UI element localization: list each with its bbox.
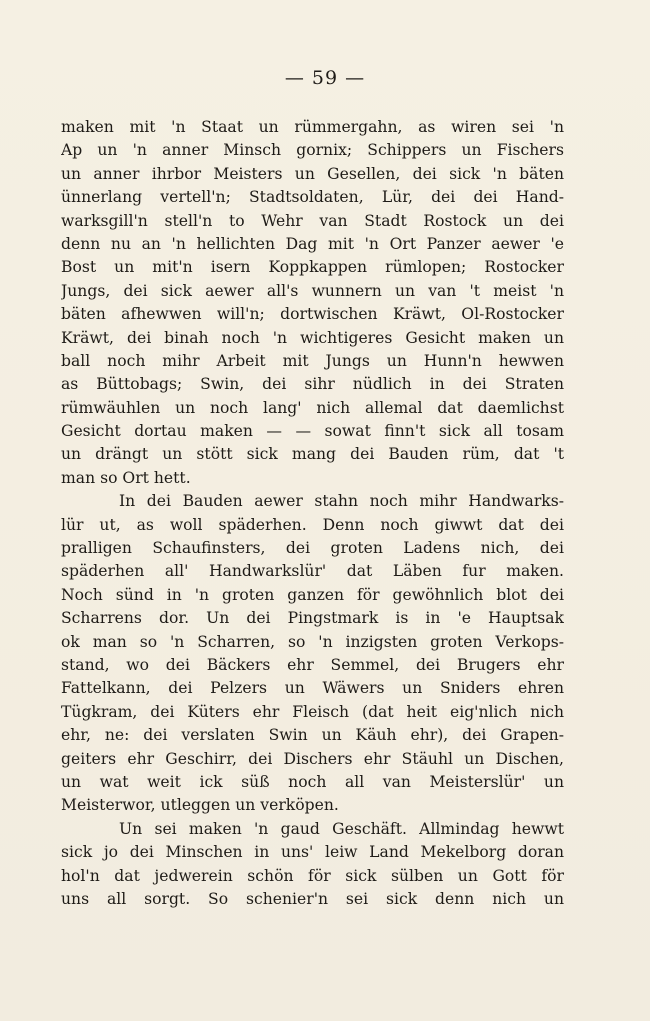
text-line: un anner ihrbor Meisters un Gesellen, dei sick 'n bäten xyxy=(61,164,564,183)
paragraph-start-line: Un sei maken 'n gaud Geschäft. Allmindag hewwt xyxy=(119,819,564,838)
text-line: Fattelkann, dei Pelzers un Wäwers un Sniders ehren xyxy=(61,679,564,698)
paragraph-end-line: man so Ort hett. xyxy=(61,468,191,487)
text-line: lür ut, as woll späderhen. Denn noch giwwt dat dei xyxy=(61,515,564,534)
text-line: ball noch mihr Arbeit mit Jungs un Hunn'n hewwen xyxy=(61,351,564,370)
text-line: un wat weit ick süß noch all van Meisterslür' un xyxy=(61,772,564,791)
text-line: sick jo dei Minschen in uns' leiw Land Mekelborg doran xyxy=(61,843,564,862)
text-line: Kräwt, dei binah noch 'n wichtigeres Gesicht maken un xyxy=(61,328,564,347)
text-line: ünnerlang vertell'n; Stadtsoldaten, Lür, dei dei Hand- xyxy=(61,188,564,207)
text-line: Tügkram, dei Küters ehr Fleisch (dat heit eig'nlich nich xyxy=(61,702,564,721)
text-line: denn nu an 'n hellichten Dag mit 'n Ort Panzer aewer 'e xyxy=(61,234,564,253)
text-line: geiters ehr Geschirr, dei Dischers ehr Stäuhl un Dischen, xyxy=(61,749,564,768)
text-line: rümwäuhlen un noch lang' nich allemal dat daemlichst xyxy=(61,398,564,417)
text-line: pralligen Schaufinsters, dei groten Ladens nich, dei xyxy=(61,539,564,558)
text-line: uns all sorgt. So schenier'n sei sick denn nich un xyxy=(61,889,564,908)
paragraph-start-line: In dei Bauden aewer stahn noch mihr Handwarks- xyxy=(119,492,564,511)
text-line: ehr, ne: dei verslaten Swin un Käuh ehr), dei Grapen- xyxy=(61,726,564,745)
text-line: Bost un mit'n isern Koppkappen rümlopen; Rostocker xyxy=(61,258,564,277)
text-line: stand, wo dei Bäckers ehr Semmel, dei Brugers ehr xyxy=(61,655,564,674)
text-line: warksgill'n stell'n to Wehr van Stadt Rostock un dei xyxy=(61,211,564,230)
paragraph-end-line: Meisterwor, utleggen un verköpen. xyxy=(61,796,339,815)
text-line: un drängt un stött sick mang dei Bauden rüm, dat 't xyxy=(61,445,564,464)
page-number: — 59 — xyxy=(284,67,366,89)
body-text xyxy=(61,116,564,911)
text-line: hol'n dat jedwerein schön för sick sülben un Gott för xyxy=(61,866,564,885)
text-line: Ap un 'n anner Minsch gornix; Schippers un Fischers xyxy=(61,141,564,160)
text-line: Gesicht dortau maken — — sowat finn't sick all tosam xyxy=(61,422,564,441)
text-line: maken mit 'n Staat un rümmergahn, as wiren sei 'n xyxy=(61,118,564,136)
text-line: Scharrens dor. Un dei Pingstmark is in 'e Hauptsak xyxy=(61,609,564,628)
text-line: as Büttobags; Swin, dei sihr nüdlich in dei Straten xyxy=(61,375,564,394)
text-line: Jungs, dei sick aewer all's wunnern un van 't meist 'n xyxy=(61,281,564,300)
text-line: späderhen all' Handwarkslür' dat Läben fur maken. xyxy=(61,562,564,581)
text-line: ok man so 'n Scharren, so 'n inzigsten groten Verkops- xyxy=(61,632,564,651)
text-line: Noch sünd in 'n groten ganzen för gewöhnlich blot dei xyxy=(61,585,564,604)
text-line: bäten afhewwen will'n; dortwischen Kräwt, Ol-Rostocker xyxy=(61,305,564,324)
